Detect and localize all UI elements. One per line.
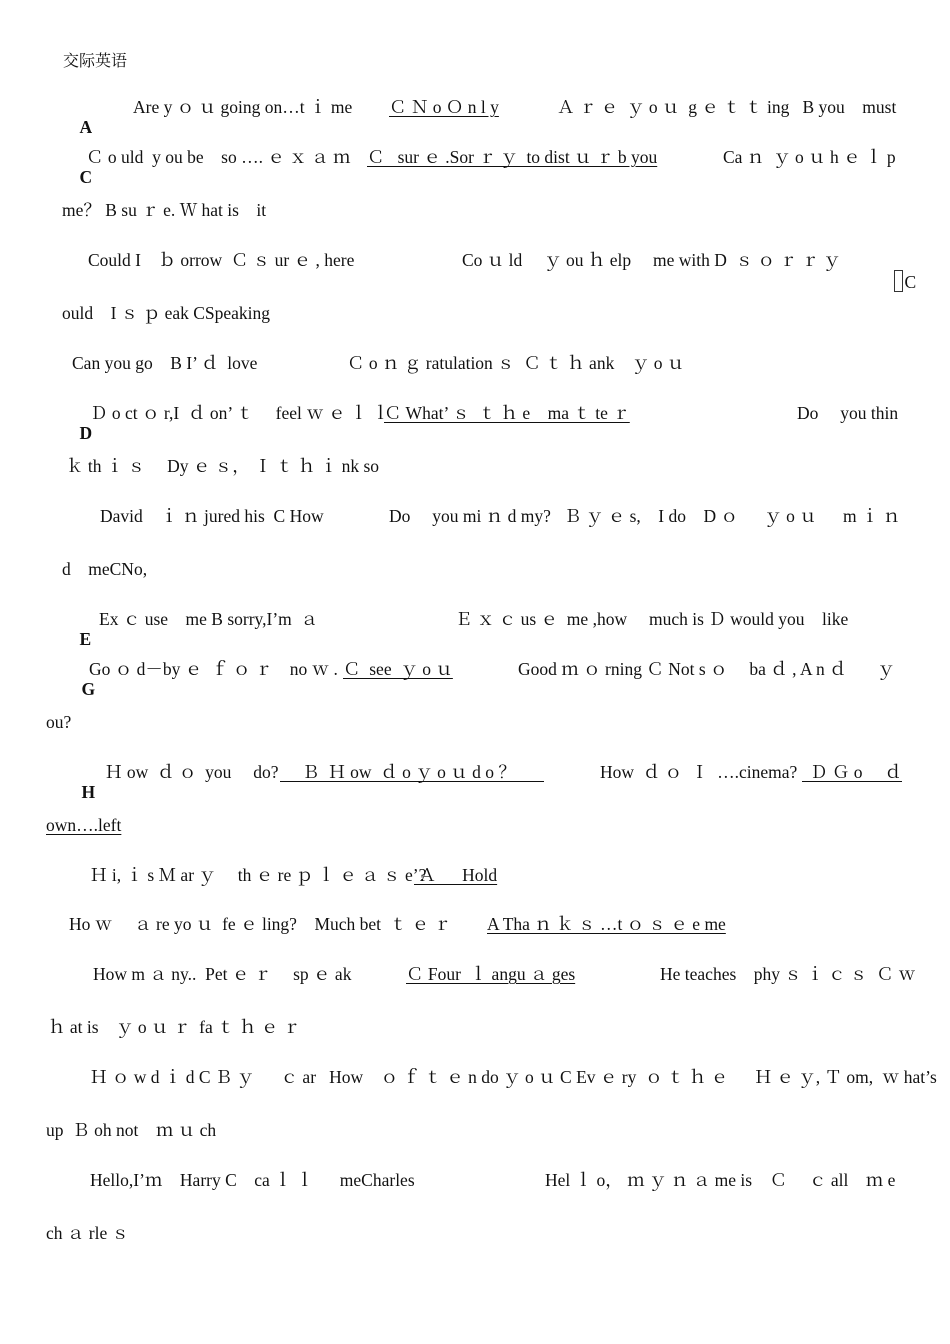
text-segment: C <box>876 250 916 312</box>
document-heading: 交际英语 <box>63 53 128 70</box>
section-letter: C <box>79 167 93 187</box>
text-segment: Good ｍ ｏ rning Ｃ Not s ｏ ba ｄ , A n ｄ ｙ <box>518 659 895 679</box>
text-segment: Hel ｌ o， ｍ ｙ ｎ ａ me is Ｃ ｃ all ｍ e <box>545 1170 896 1190</box>
text-line <box>62 403 92 463</box>
text-segment: Ca ｎ ｙ o ｕ h ｅ ｌ p <box>723 147 896 167</box>
text-segment: ｋ th ｉ ｓ Dy ｅ ｓ， Ｉ ｔ ｈ ｉ nk so <box>66 456 380 476</box>
text-segment: Ex ｃ use me B sorry,I’m ａ <box>99 609 319 629</box>
underlined-answer: Ｃ Four ｌ angu ａ ges <box>406 964 576 984</box>
text-segment: Ho ｗ ａ re yo ｕ fe ｅ ling? Much bet ｔ ｅ ｒ <box>69 914 452 934</box>
section-letter: D <box>79 423 93 443</box>
text-segment: Hello,I’ｍ Harry C ca ｌ ｌ meCharles <box>90 1170 415 1190</box>
text-segment: He teaches phy ｓ ｉ ｃ ｓ Ｃ ｗ <box>660 964 916 984</box>
underlined-answer: Ａ Hold <box>414 865 498 885</box>
text-line <box>64 762 95 822</box>
text-segment: Are y ｏ ｕ going on…t ｉ me <box>133 97 353 117</box>
text-segment: ou? <box>46 712 72 732</box>
section-letter: E <box>79 629 92 649</box>
text-segment: ｈ at is ｙ o ｕ ｒ fa ｔ ｈ ｅ ｒ <box>48 1017 301 1037</box>
text-segment: Ａ ｒ ｅ ｙ o ｕ g ｅ ｔ ｔ ing B you must <box>557 97 897 117</box>
section-letter: G <box>81 679 96 699</box>
underlined-answer: Ｃ sur ｅ .Sor ｒ ｙ to dist ｕ ｒ b you <box>367 147 658 167</box>
text-segment: Ｈ ｏ w d ｉ d C Ｂ ｙ ｃ ar How ｏ ｆ ｔ ｅ n do ｙ o ｕ C Ev ｅ ry ｏ ｔ ｈ ｅ Ｈ ｅ ｙ, Ｔ om, ｗ hat’s <box>90 1067 937 1087</box>
underlined-answer: Ｄ Ｇ o ｄ <box>802 762 902 782</box>
text-segment: How ｄ ｏ Ｉ ….cinema? <box>600 762 798 782</box>
text-segment: Could I ｂ orrow Ｃ ｓ ur ｅ , here <box>88 250 355 270</box>
underlined-answer: own….left <box>46 815 122 835</box>
text-segment: Ｄ o ct ｏ r,I ｄ on’ ｔ feel ｗ ｅ ｌ ｌ <box>90 403 390 423</box>
text-segment: Ｅ ｘ ｃ us ｅ me ,how much is Ｄ would you like <box>455 609 849 629</box>
text-segment: Ｈ ow ｄ ｏ you do? <box>105 762 279 782</box>
text-segment: Can you go B I’ ｄ love <box>72 353 258 373</box>
text-segment: Do you mi ｎ d my? Ｂ ｙ ｅ s, I do D ｏ ｙ o ｕ m ｉ ｎ <box>389 506 901 526</box>
text-segment: Ｃ o ｎ ｇ ratulation ｓ Ｃ ｔ ｈ ank ｙ o ｕ <box>347 353 685 373</box>
text-segment: up Ｂ oh not ｍ ｕ ch <box>46 1120 217 1140</box>
underlined-answer: Ｃ Ｎ o Ｏ n l y <box>389 97 499 117</box>
text-segment: How m ａ ny.. Pet ｅ ｒ sp ｅ ak <box>93 964 352 984</box>
text-segment: ould I ｓ ｐ eak CSpeaking <box>62 303 271 323</box>
text-segment: David ｉ ｎ jured his C How <box>100 506 324 526</box>
underlined-answer: Ｃ What’ ｓ ｔ ｈ e ma ｔ te ｒ <box>384 403 630 423</box>
text-segment: d meCNo, <box>62 559 148 579</box>
underlined-answer: Ｂ Ｈ ow ｄ o ｙ o ｕ d o ？ <box>280 762 544 782</box>
text-segment: Ｈ i, ｉ s Ｍ ar ｙ th ｅ re ｐ ｌ ｅ ａ ｓ e’? <box>90 865 427 885</box>
underlined-answer: Ｃ see ｙ o ｕ <box>343 659 453 679</box>
section-letter: H <box>81 782 96 802</box>
placeholder-box-icon <box>894 270 903 292</box>
text-segment: ch ａ rle ｓ <box>46 1223 130 1243</box>
text-segment: me？ B su ｒ e. Ｗ hat is it <box>62 200 267 220</box>
underlined-answer: A Tha ｎ ｋ ｓ …t ｏ ｓ ｅ e me <box>487 914 726 934</box>
section-letter: A <box>79 117 93 137</box>
text-segment: Co ｕ ld ｙ ou ｈ elp me with D ｓ ｏ ｒ ｒ ｙ <box>462 250 841 270</box>
text-segment: Go ｏ d－by ｅ ｆ ｏ ｒ no ｗ . <box>89 659 338 679</box>
text-segment: Do you thin <box>797 403 899 423</box>
text-segment: Ｃ o uld y ou be so …. ｅ ｘ ａ ｍ <box>86 147 351 167</box>
